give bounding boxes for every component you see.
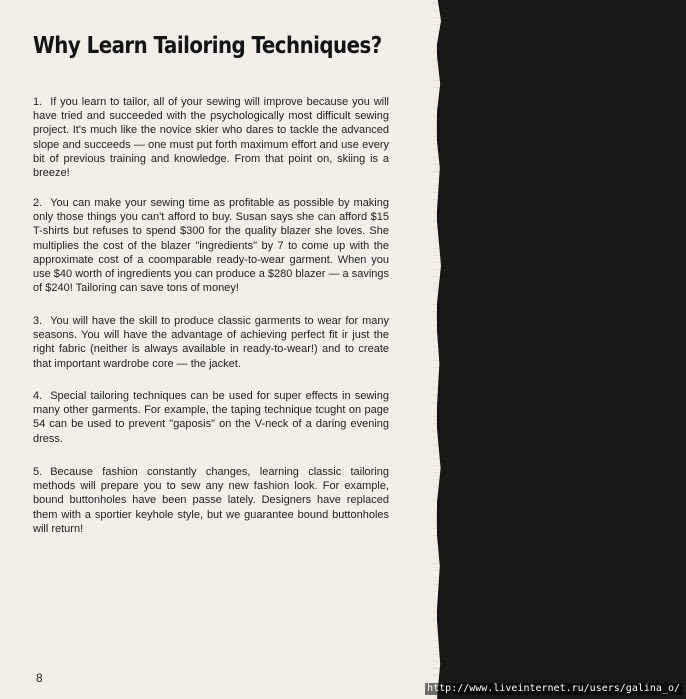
paragraph-text: Special tailoring techniques can be used for super effects in sewing many other garments. For example, the taping technique tcught on page 54 can be used to prevent "gaposis" on the V-neck of a daring evening dress. bbox=[33, 390, 389, 445]
paragraph-4 bbox=[33, 389, 389, 446]
paragraph-text: If you learn to tailor, all of your sewing will improve because you will have tried and succeeded with the psychologically most difficult sewing project. It's much like the novice skier who dares to tackle the advanced slope and succeeds — one must put forth maximum effort and use every bit of previous training and knowledge. From that point on, skiing is a breeze! bbox=[33, 96, 389, 180]
paragraph-text: Because fashion constantly changes, learning classic tailoring methods will prepare you to sew any new fashion look. For example, bound buttonholes have been passe lately. Designers have replaced them with a sportier keyhole style, but we guarantee bound buttonholes will return! bbox=[33, 466, 389, 535]
paragraph-5 bbox=[33, 465, 389, 536]
paragraph-number: 4. bbox=[33, 390, 43, 402]
paragraph-text: You will have the skill to produce classic garments to wear for many seasons. You will have the advantage of achieving perfect fit ir just the right fabric (neither is always available in ready-to-wear!) and to create that important wardrobe core — the jacket. bbox=[33, 315, 389, 370]
paragraph-number: 2. bbox=[33, 197, 43, 209]
paragraph-2 bbox=[33, 196, 389, 295]
paragraph-text: You can make your sewing time as profitable as possible by making only those things you can't afford to buy. Susan says she can afford $15 T-shirts but refuses to spend $300 for the quality blazer she loves. She multiplies the cost of the blazer "ingredients" by 7 to come up with the approximate cost of a coomparable ready-to-wear garment. When you use $40 worth of ingredients you can produce a $280 blazer — a savings of $240! Tailoring can save tons of money! bbox=[33, 197, 389, 295]
torn-page-edge bbox=[433, 0, 441, 699]
paragraph-3 bbox=[33, 314, 389, 371]
paragraph-1 bbox=[33, 95, 389, 180]
page-number: 8 bbox=[36, 671, 43, 685]
paragraph-number: 5. bbox=[33, 466, 43, 478]
paragraph-number: 1. bbox=[33, 96, 43, 108]
dark-background-panel bbox=[441, 0, 686, 699]
watermark-url: http://www.liveinternet.ru/users/galina_o/ bbox=[427, 683, 680, 694]
page-title: Why Learn Tailoring Techniques? bbox=[33, 33, 382, 59]
paragraph-number: 3. bbox=[33, 315, 43, 327]
